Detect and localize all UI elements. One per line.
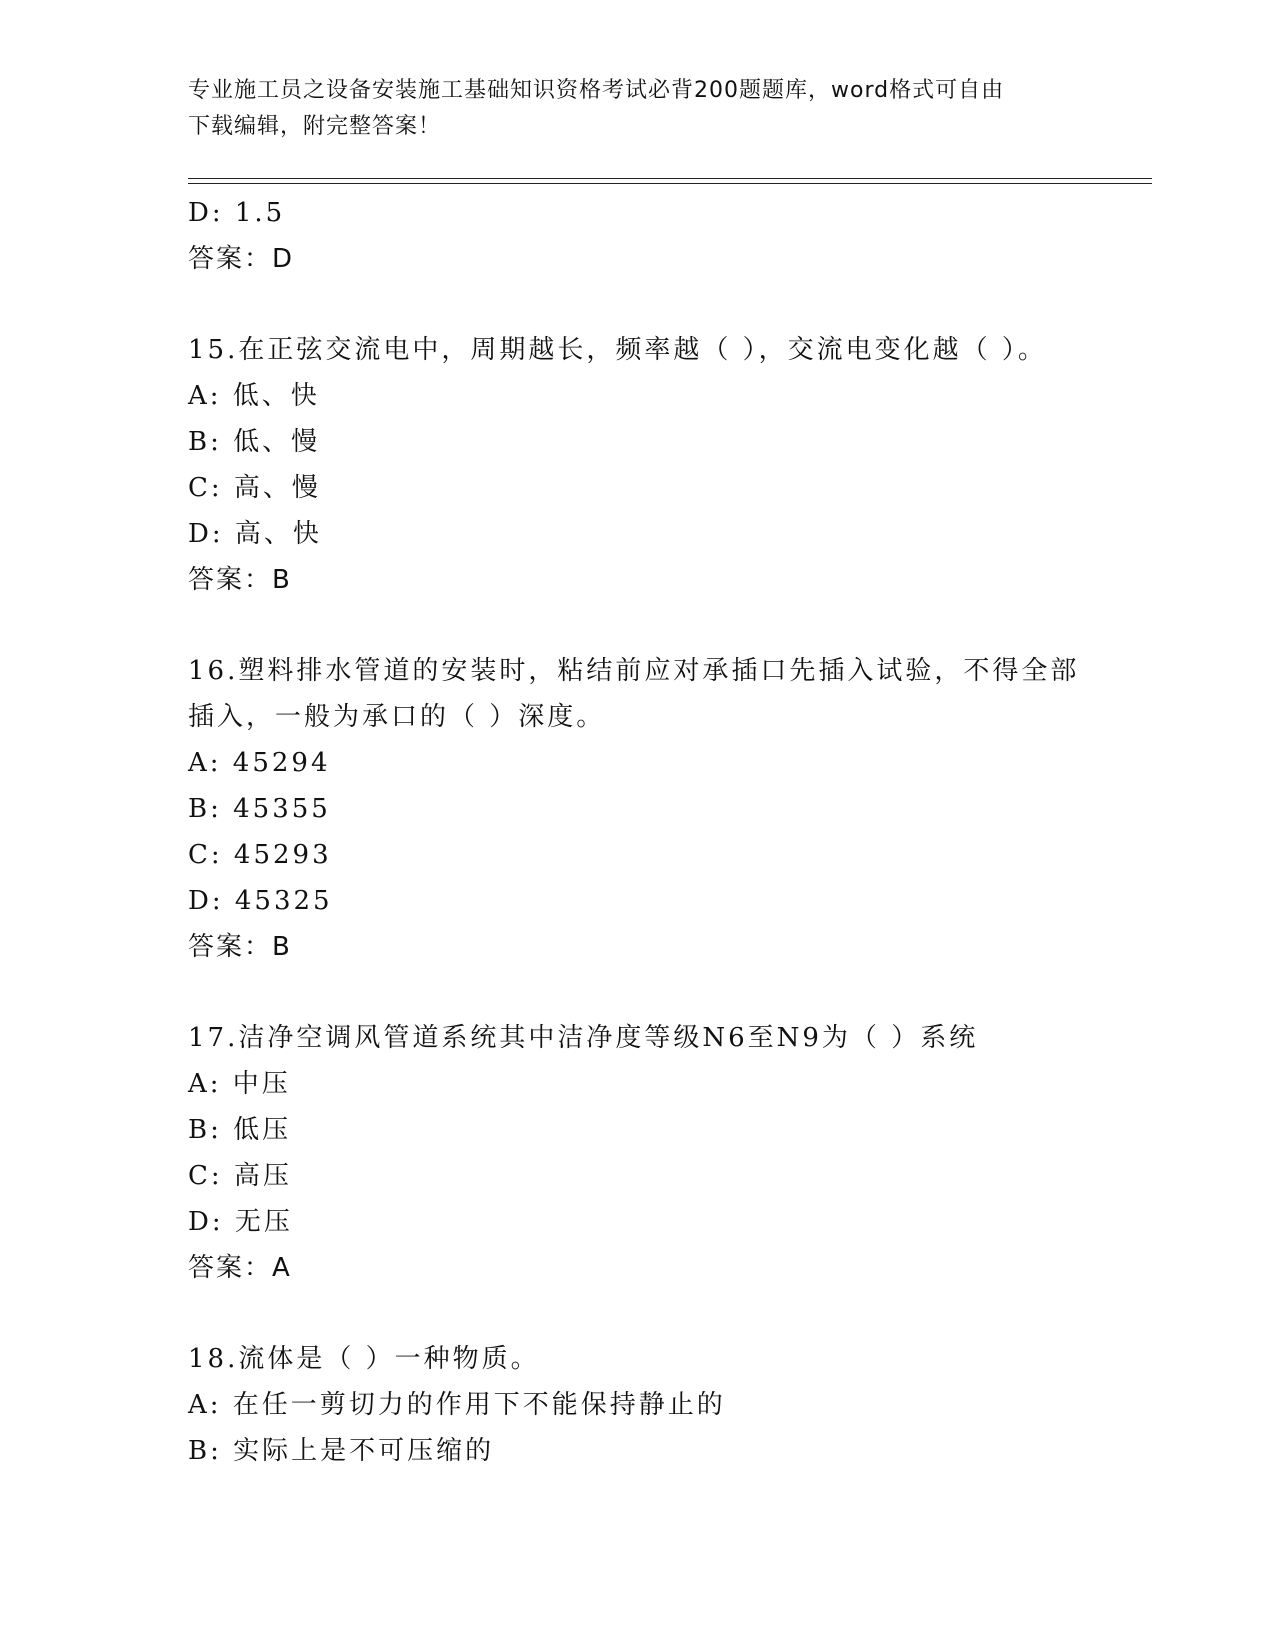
answer: 答案：B: [188, 565, 292, 595]
option-a: A: 45294: [188, 748, 331, 778]
option-a: A: 低、快: [188, 381, 320, 411]
answer: 答案：A: [188, 1253, 292, 1283]
option-d: D: 无压: [188, 1207, 293, 1237]
option-d: D: 1.5: [188, 198, 286, 228]
question-stem: 18.流体是（ ）一种物质。: [188, 1344, 540, 1374]
question-16: [188, 648, 1088, 970]
option-c: C: 高、慢: [188, 473, 321, 503]
question-17: [188, 1015, 1088, 1291]
document-header: [188, 73, 1088, 145]
document-body: [188, 190, 1088, 1474]
question-15: [188, 327, 1088, 603]
option-a: A: 在任一剪切力的作用下不能保持静止的: [188, 1390, 726, 1420]
option-d: D: 高、快: [188, 519, 322, 549]
header-line-1: 专业施工员之设备安装施工基础知识资格考试必背200题题库，word格式可自由: [188, 78, 1005, 103]
option-c: C: 45293: [188, 840, 332, 870]
question-18: [188, 1336, 1088, 1474]
option-a: A: 中压: [188, 1069, 291, 1099]
answer: 答案：D: [188, 244, 295, 274]
option-b: B: 低压: [188, 1115, 292, 1145]
answer: 答案：B: [188, 932, 292, 962]
header-rule-bottom: [188, 183, 1152, 184]
option-b: B: 低、慢: [188, 427, 321, 457]
spacer: [188, 1291, 1088, 1336]
spacer: [188, 970, 1088, 1015]
header-rule-top: [188, 178, 1152, 179]
question-stem-line-2: 插入，一般为承口的（ ）深度。: [188, 702, 606, 732]
question-stem-line-1: 16.塑料排水管道的安装时，粘结前应对承插口先插入试验，不得全部: [188, 656, 1080, 686]
option-b: B: 45355: [188, 794, 331, 824]
header-line-2: 下载编辑，附完整答案！: [188, 114, 442, 139]
spacer: [188, 603, 1088, 648]
question-stem: 15.在正弦交流电中，周期越长，频率越（ ），交流电变化越（ ）。: [188, 335, 1047, 365]
option-c: C: 高压: [188, 1161, 292, 1191]
question-14-tail: [188, 190, 1088, 282]
spacer: [188, 282, 1088, 327]
question-stem: 17.洁净空调风管道系统其中洁净度等级N6至N9为（ ）系统: [188, 1023, 979, 1053]
option-d: D: 45325: [188, 886, 333, 916]
option-b: B: 实际上是不可压缩的: [188, 1436, 495, 1466]
